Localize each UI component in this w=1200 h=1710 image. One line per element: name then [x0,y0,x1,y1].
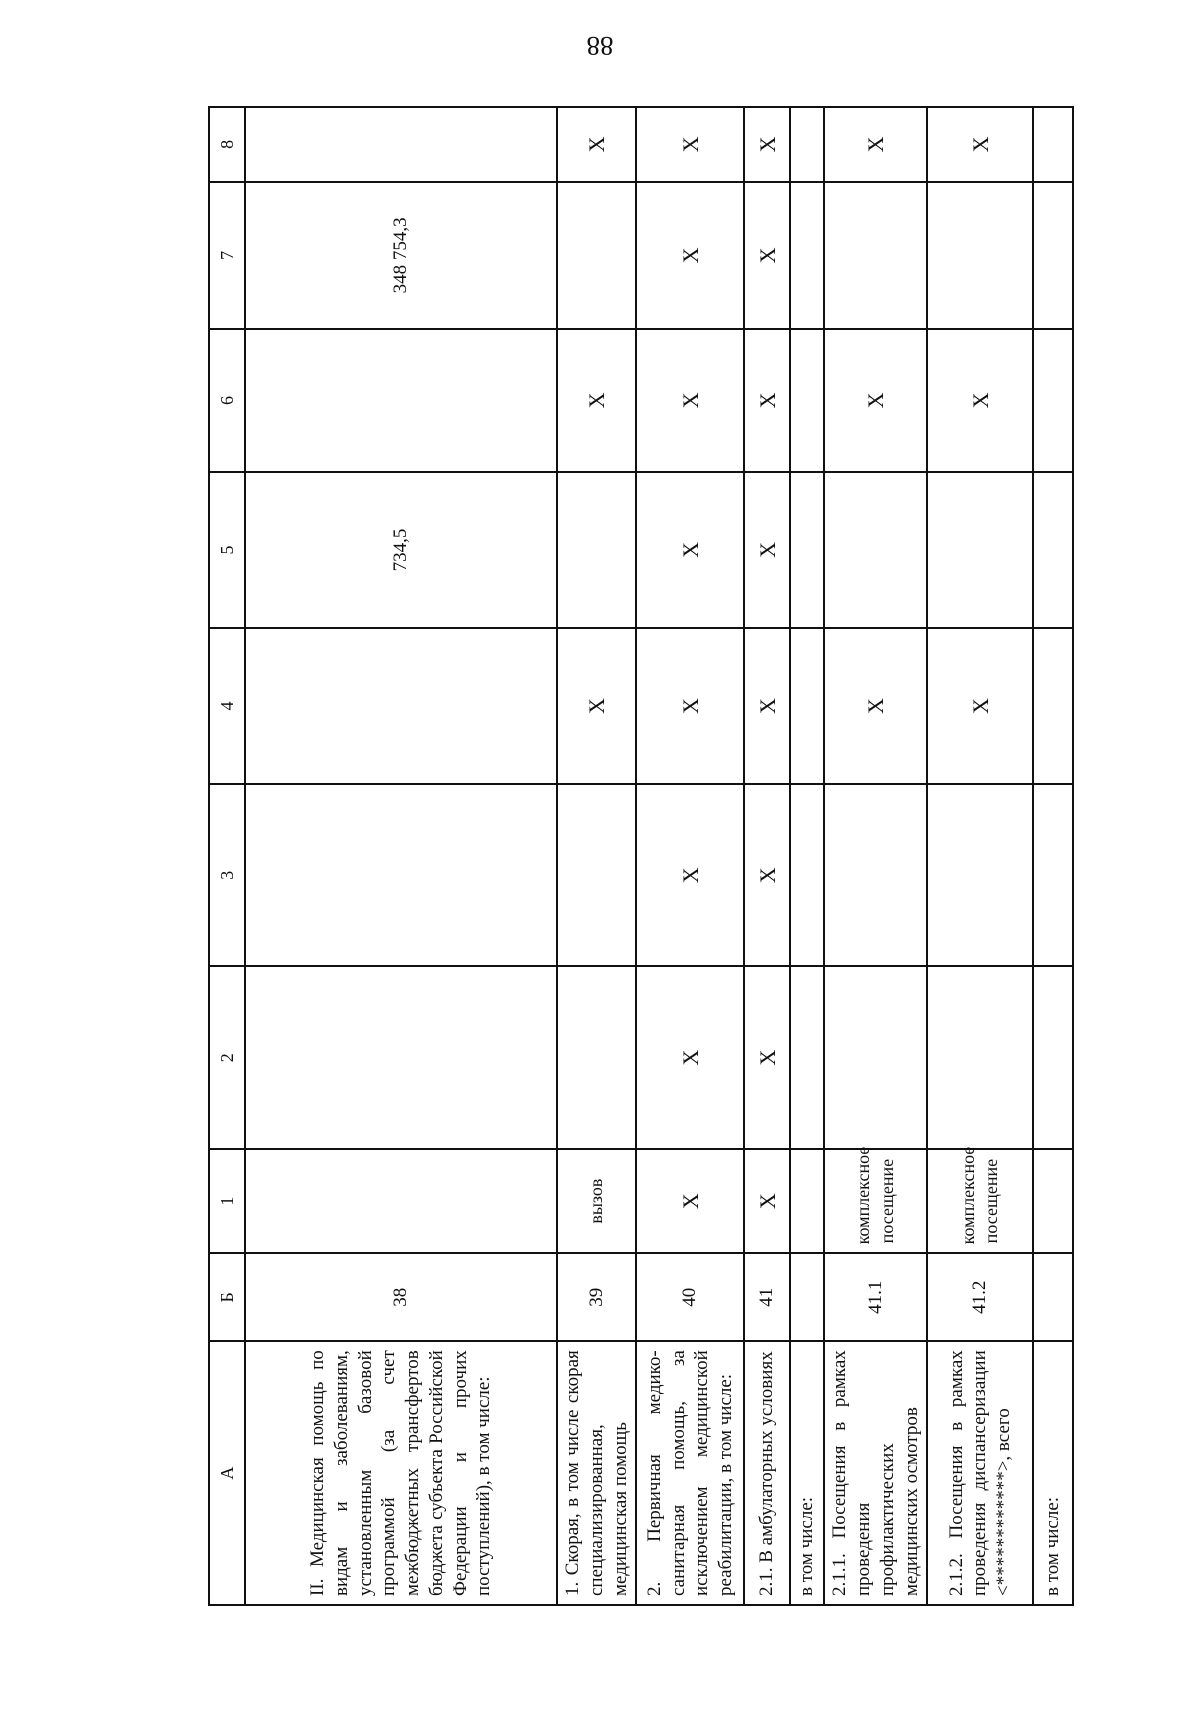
header-cell: 3 [209,784,245,966]
cell-col-2 [927,966,1033,1148]
table-row [744,107,790,1605]
cell-col-2: X [636,966,744,1148]
row-label: в том числе: [1033,1341,1073,1605]
cell-col-4 [790,628,824,784]
financing-table [208,106,1074,1606]
cell-col-4: X [824,628,927,784]
header-row [209,107,245,1605]
cell-col-4: X [557,628,636,784]
cell-col-8: X [824,107,927,182]
cell-col-4: X [636,628,744,784]
row-label: 2. Первичная медико-санитарная помощь, за исключением медицинской реабилитации, в том числе: [636,1341,744,1605]
header-cell: Б [209,1253,245,1341]
cell-col-1 [1033,1149,1073,1253]
header-cell: 1 [209,1149,245,1253]
row-label: 1. Скорая, в том числе скорая специализированная, медицинская помощь [557,1341,636,1605]
header-cell: 5 [209,472,245,628]
cell-col-6 [790,329,824,472]
cell-col-6: X [636,329,744,472]
cell-col-7 [927,182,1033,329]
cell-col-4: X [927,628,1033,784]
table-row [790,107,824,1605]
header-cell: 8 [209,107,245,182]
row-number [790,1253,824,1341]
cell-col-7 [790,182,824,329]
cell-col-3 [927,784,1033,966]
cell-col-6 [1033,329,1073,472]
row-number: 41.2 [927,1253,1033,1341]
cell-col-3: X [636,784,744,966]
cell-col-5 [557,472,636,628]
header-cell: А [209,1341,245,1605]
row-number: 39 [557,1253,636,1341]
table-row [245,107,557,1605]
cell-col-6: X [557,329,636,472]
cell-col-6: X [824,329,927,472]
cell-col-4: X [744,628,790,784]
row-number: 38 [245,1253,557,1341]
cell-col-7: X [744,182,790,329]
cell-col-7 [1033,182,1073,329]
row-number: 41 [744,1253,790,1341]
row-number: 40 [636,1253,744,1341]
cell-col-8: X [636,107,744,182]
cell-col-8: X [744,107,790,182]
cell-col-7 [824,182,927,329]
table-row [636,107,744,1605]
cell-col-5: X [636,472,744,628]
cell-col-3 [824,784,927,966]
cell-col-2 [1033,966,1073,1148]
header-cell: 4 [209,628,245,784]
cell-col-1: X [744,1149,790,1253]
table-row [1033,107,1073,1605]
cell-col-7: 348 754,3 [245,182,557,329]
cell-col-2 [245,966,557,1148]
cell-col-1: комплексное посещение [824,1149,927,1253]
cell-col-5 [790,472,824,628]
cell-col-5 [1033,472,1073,628]
cell-col-1: комплексное посещение [927,1149,1033,1253]
cell-col-2 [557,966,636,1148]
cell-col-1 [790,1149,824,1253]
row-number [1033,1253,1073,1341]
cell-col-1: X [636,1149,744,1253]
cell-col-3 [245,784,557,966]
cell-col-5: 734,5 [245,472,557,628]
cell-col-3 [1033,784,1073,966]
cell-col-8 [790,107,824,182]
cell-col-1 [245,1149,557,1253]
cell-col-8 [245,107,557,182]
cell-col-5: X [744,472,790,628]
cell-col-5 [824,472,927,628]
cell-col-7 [557,182,636,329]
row-label: 2.1.1. Посещения в рамках проведения профилактических медицинских осмотров [824,1341,927,1605]
cell-col-4 [245,628,557,784]
header-cell: 6 [209,329,245,472]
cell-col-7: X [636,182,744,329]
cell-col-5 [927,472,1033,628]
cell-col-2 [790,966,824,1148]
cell-col-6 [245,329,557,472]
row-label: 2.1.2. Посещения в рамках проведения диспансеризации <************>, всего [927,1341,1033,1605]
row-number: 41.1 [824,1253,927,1341]
row-label: II. Медицинская помощь по видам и заболеваниям, установленным базовой программой (за счет межбюджетных трансфертов бюджета субъекта Российской Федерации и прочих поступлений), в том числе: [245,1341,557,1605]
cell-col-2 [824,966,927,1148]
header-cell: 7 [209,182,245,329]
cell-col-8: X [927,107,1033,182]
cell-col-3 [790,784,824,966]
page-number: 88 [586,31,614,61]
cell-col-3 [557,784,636,966]
table-row [824,107,927,1605]
cell-col-4 [1033,628,1073,784]
header-cell: 2 [209,966,245,1148]
cell-col-6: X [744,329,790,472]
table-row [557,107,636,1605]
cell-col-3: X [744,784,790,966]
cell-col-2: X [744,966,790,1148]
cell-col-1: вызов [557,1149,636,1253]
cell-col-8 [1033,107,1073,182]
rotated-table-container [208,106,1064,1606]
table-row [927,107,1033,1605]
cell-col-8: X [557,107,636,182]
cell-col-6: X [927,329,1033,472]
row-label: в том числе: [790,1341,824,1605]
row-label: 2.1. В амбулаторных условиях [744,1341,790,1605]
